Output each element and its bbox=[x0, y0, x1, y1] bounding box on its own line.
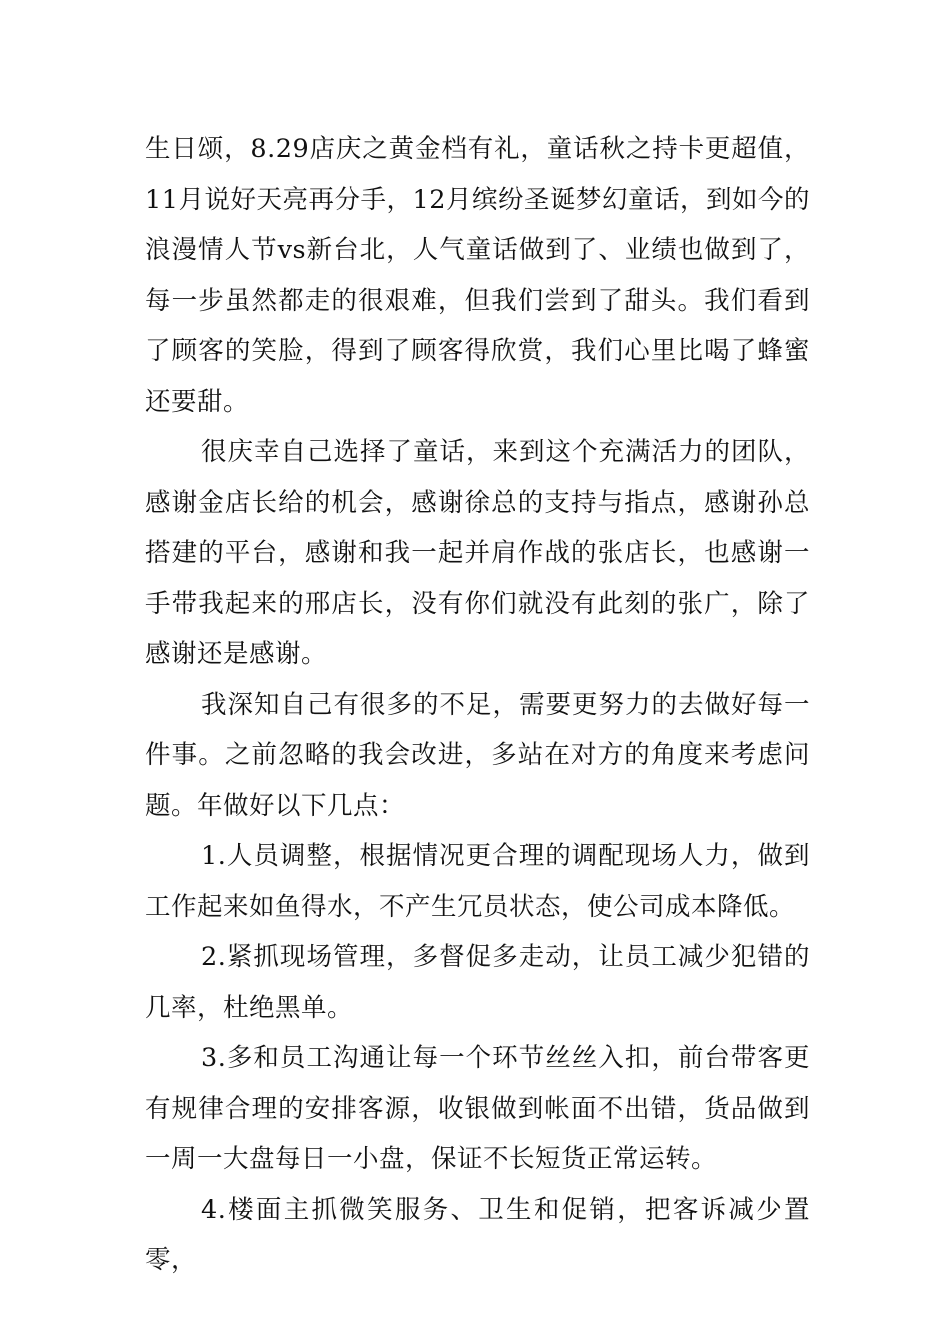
list-item-2: 2.紧抓现场管理，多督促多走动，让员工减少犯错的几率，杜绝黑单。 bbox=[145, 942, 810, 1023]
list-item-1: 1.人员调整，根据情况更合理的调配现场人力，做到工作起来如鱼得水，不产生冗员状态，使公司成本降低。 bbox=[145, 841, 810, 922]
paragraph-2: 很庆幸自己选择了童话，来到这个充满活力的团队，感谢金店长给的机会，感谢徐总的支持与指点，感谢孙总搭建的平台，感谢和我一起并肩作战的张店长，也感谢一手带我起来的邢店长，没有你们就没有此刻的张广，除了感谢还是感谢。 bbox=[145, 437, 810, 669]
list-item-4: 4.楼面主抓微笑服务、卫生和促销，把客诉减少置零， bbox=[145, 1194, 810, 1275]
document-body bbox=[145, 124, 810, 1286]
list-item-3: 3.多和员工沟通让每一个环节丝丝入扣，前台带客更有规律合理的安排客源，收银做到帐面不出错，货品做到一周一大盘每日一小盘，保证不长短货正常运转。 bbox=[145, 1043, 810, 1174]
paragraph-3: 我深知自己有很多的不足，需要更努力的去做好每一件事。之前忽略的我会改进，多站在对方的角度来考虑问题。年做好以下几点： bbox=[145, 689, 810, 821]
paragraph-1: 生日颂，8.29店庆之黄金档有礼，童话秋之持卡更超值，11月说好天亮再分手，12月缤纷圣诞梦幻童话，到如今的浪漫情人节vs新台北，人气童话做到了、业绩也做到了，每一步虽然都走的很艰难，但我们尝到了甜头。我们看到了顾客的笑脸，得到了顾客得欣赏，我们心里比喝了蜂蜜还要甜。 bbox=[145, 134, 810, 417]
